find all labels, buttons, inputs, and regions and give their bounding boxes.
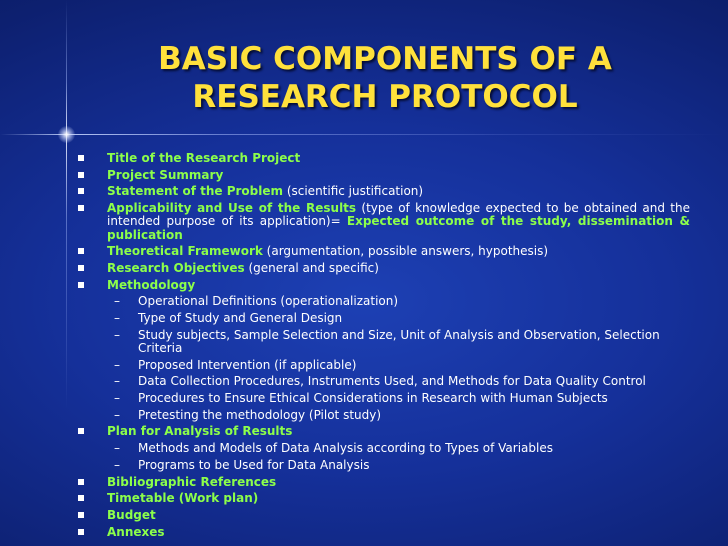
lens-flare-center <box>58 126 75 143</box>
item-highlight: Methodology <box>107 277 196 292</box>
sub-item-methodology: – Pretesting the methodology (Pilot study) <box>76 409 690 422</box>
list-item-methodology <box>76 279 690 292</box>
item-highlight: Research Objectives <box>107 260 245 275</box>
list-item-references <box>76 476 690 489</box>
list-item-applicability <box>76 202 690 242</box>
item-detail: (general and specific) <box>244 260 379 275</box>
item-highlight: Applicability and Use of the Results <box>107 201 357 216</box>
sub-item-methodology: – Procedures to Ensure Ethical Considerations in Research with Human Subjects <box>76 392 690 405</box>
item-highlight: Budget <box>107 507 156 522</box>
list-item-problem <box>76 185 690 198</box>
sub-item-methodology: – Data Collection Procedures, Instruments Used, and Methods for Data Quality Control <box>76 375 690 388</box>
item-highlight-2: Expected outcome of the study, dissemination & publication <box>107 214 690 242</box>
list-item-timetable <box>76 492 690 505</box>
list-item-framework <box>76 245 690 258</box>
sub-item-methodology: – Operational Definitions (operationalization) <box>76 295 690 308</box>
item-highlight: Theoretical Framework <box>107 244 263 259</box>
item-detail: (argumentation, possible answers, hypothesis) <box>262 244 549 259</box>
item-highlight: Timetable (Work plan) <box>107 491 259 506</box>
sub-item-analysis: – Programs to be Used for Data Analysis <box>76 459 690 472</box>
slide-title-line-1: BASIC COMPONENTS OF A <box>158 41 612 77</box>
item-highlight: Annexes <box>107 524 165 539</box>
item-highlight: Bibliographic References <box>107 474 277 489</box>
lens-flare-horizontal <box>0 134 728 135</box>
sub-item-methodology: – Proposed Intervention (if applicable) <box>76 359 690 372</box>
components-list <box>76 152 690 542</box>
lens-flare-vertical <box>66 0 67 546</box>
list-item-analysis-plan <box>76 425 690 438</box>
item-highlight: Statement of the Problem <box>107 184 283 199</box>
sub-item-methodology: – Type of Study and General Design <box>76 312 690 325</box>
list-item-objectives <box>76 262 690 275</box>
item-highlight: Project Summary <box>107 167 224 182</box>
list-item-annexes <box>76 526 690 539</box>
sub-item-analysis: – Methods and Models of Data Analysis according to Types of Variables <box>76 442 690 455</box>
sub-item-methodology: – Study subjects, Sample Selection and Size, Unit of Analysis and Observation, Selection Criteria <box>76 329 690 355</box>
list-item-summary <box>76 169 690 182</box>
slide-title-line-2: RESEARCH PROTOCOL <box>192 79 578 115</box>
item-highlight: Plan for Analysis of Results <box>107 424 293 439</box>
item-highlight: Title of the Research Project <box>107 151 301 165</box>
list-item-budget <box>76 509 690 522</box>
list-item-title <box>76 152 690 165</box>
slide-title <box>100 40 670 116</box>
item-detail: (type of knowledge expected to be obtained and the intended purpose of its application)= <box>107 201 690 229</box>
item-detail: (scientific justification) <box>283 184 424 199</box>
